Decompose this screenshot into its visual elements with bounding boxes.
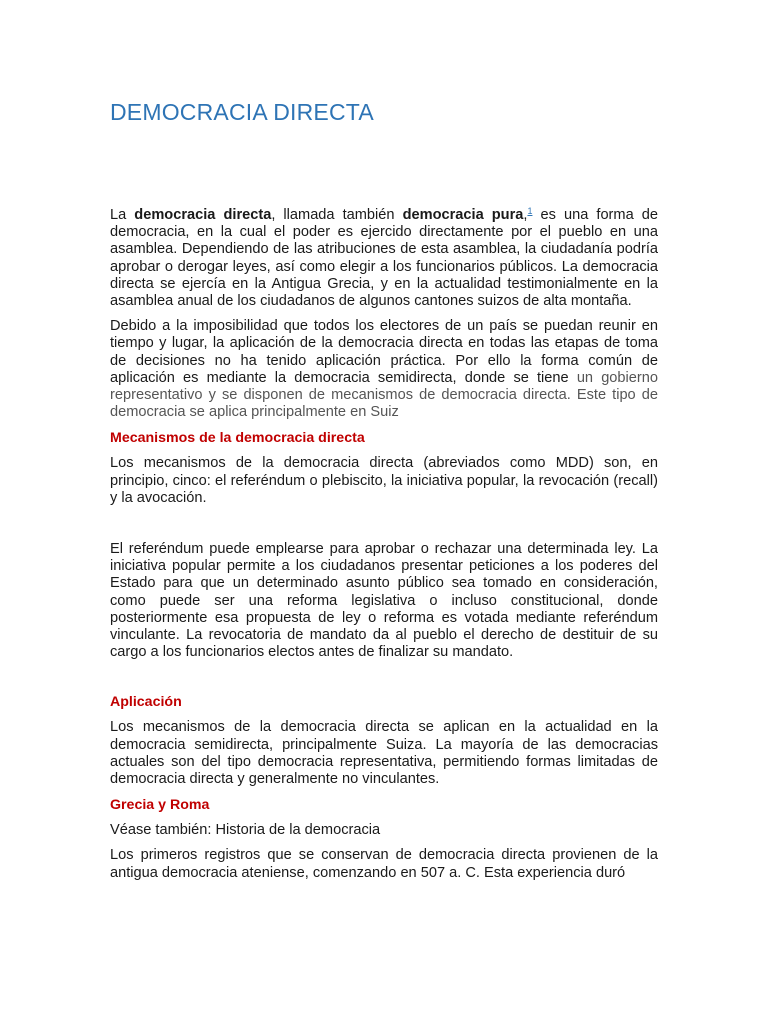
paragraph-semidirecta bbox=[110, 318, 658, 421]
heading-mecanismos: Mecanismos de la democracia directa bbox=[110, 430, 365, 447]
see-also-line: Véase también: Historia de la democracia bbox=[110, 822, 381, 839]
paragraph-referendum: El referéndum puede emplearse para aprobar o rechazar una determinada ley. La iniciativa popular permite a los ciudadanos presentar peticiones a los poderes del Estado para que un determinado asunto público sea tomado en consideración, como puede ser una reforma legislativa o incluso constitucional, donde posteriormente esa propuesta de ley o reforma es votada mediante referéndum vinculante. La revocatoria de mandato da al pueblo el derecho de destituir de su cargo a los funcionarios electos antes de finalizar su mandato. bbox=[110, 541, 658, 661]
document-body bbox=[110, 207, 658, 890]
term-democracia-directa: democracia directa bbox=[134, 207, 272, 223]
document-title: DEMOCRACIA DIRECTA bbox=[110, 99, 374, 125]
intro-comma: , bbox=[523, 207, 528, 223]
intro-paragraph bbox=[110, 207, 658, 310]
heading-grecia-roma: Grecia y Roma bbox=[110, 797, 210, 814]
intro-text-la: La bbox=[110, 207, 135, 223]
heading-aplicacion: Aplicación bbox=[110, 694, 182, 711]
paragraph-semidirecta-main: Debido a la imposibilidad que todos los electores de un país se puedan reunir en tiempo y lugar, la aplicación de la democracia directa en todas las etapas de toma de decisiones no ha tenido aplicación práctica. Por ello la forma común de aplicación es mediante la democracia semidirecta, donde se tiene bbox=[110, 318, 658, 386]
footnote-ref-link[interactable]: 1 bbox=[527, 206, 533, 216]
paragraph-semidirecta-muted: un gobierno representativo y se disponen de mecanismos de democracia directa. Este tipo de democracia se aplica principalmente en Suiz bbox=[110, 369, 658, 421]
intro-text-rest: es una forma de democracia, en la cual el poder es ejercido directamente por el pueblo en una asamblea. Dependiendo de las atribuciones de esta asamblea, la ciudadanía podría aprobar o derogar leyes, así como elegir a los funcionarios públicos. La democracia directa se ejercía en la Antigua Grecia, y en la actualidad testimonialmente en la asamblea anual de los ciudadanos de algunos cantones suizos de alta montaña. bbox=[110, 207, 658, 310]
intro-text-llamada: , llamada también bbox=[271, 207, 403, 223]
paragraph-grecia: Los primeros registros que se conservan de democracia directa provienen de la antigua democracia ateniense, comenzando en 507 a. C. Esta experiencia duró bbox=[110, 847, 658, 881]
paragraph-aplicacion: Los mecanismos de la democracia directa se aplican en la actualidad en la democracia semidirecta, principalmente Suiza. La mayoría de las democracias actuales son del tipo democracia representativa, permitiendo formas limitadas de democracia directa y generalmente no vinculantes. bbox=[110, 719, 658, 788]
spacer bbox=[110, 669, 658, 687]
paragraph-mecanismos: Los mecanismos de la democracia directa (abreviados como MDD) son, en principio, cinco: el referéndum o plebiscito, la iniciativa popular, la revocación (recall) y la avocación. bbox=[110, 455, 658, 506]
spacer bbox=[110, 515, 658, 541]
term-democracia-pura: democracia pura bbox=[402, 207, 524, 223]
